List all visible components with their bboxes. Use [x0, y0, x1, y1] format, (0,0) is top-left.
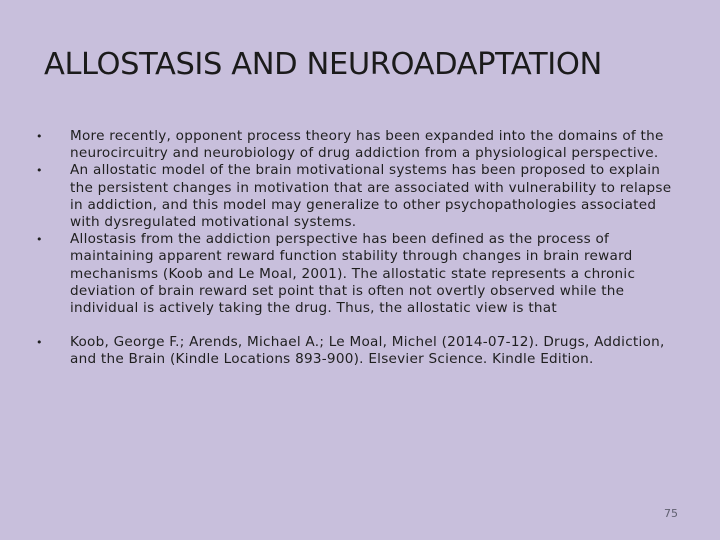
bullet-item — [36, 128, 676, 162]
bullet-list — [36, 128, 676, 369]
bullet-marker: • — [36, 336, 43, 350]
bullet-marker: • — [36, 164, 43, 178]
bullet-item — [36, 231, 676, 317]
page-number: 75 — [664, 507, 678, 520]
slide-title: ALLOSTASIS AND NEUROADAPTATION — [44, 47, 602, 82]
bullet-marker: • — [36, 233, 43, 247]
bullet-marker: • — [36, 130, 43, 143]
bullet-item-citation — [36, 334, 676, 368]
bullet-text: More recently, opponent process theory has been expanded into the domains of the neurocircuitry and neurobiology of drug addiction from a physiological perspective. — [70, 128, 664, 162]
citation-text: Koob, George F.; Arends, Michael A.; Le Moal, Michel (2014-07-12). Drugs, Addiction, and the Brain (Kindle Locations 893-900). Elsevier Science. Kindle Edition. — [70, 334, 665, 368]
bullet-text: Allostasis from the addiction perspective has been defined as the process of maintaining apparent reward function stability through changes in brain reward mechanisms (Koob and Le Moal, 2001). The allostatic state represents a chronic deviation of brain reward set point that is often not overtly observed while the individual is actively taking the drug. Thus, the allostatic view is that — [70, 231, 636, 317]
bullet-item — [36, 162, 676, 231]
bullet-text: An allostatic model of the brain motivational systems has been proposed to explain the persistent changes in motivation that are associated with vulnerability to relapse in addiction, and this model may generalize to other psychopathologies associated with dysregulated motivational systems. — [70, 162, 672, 231]
